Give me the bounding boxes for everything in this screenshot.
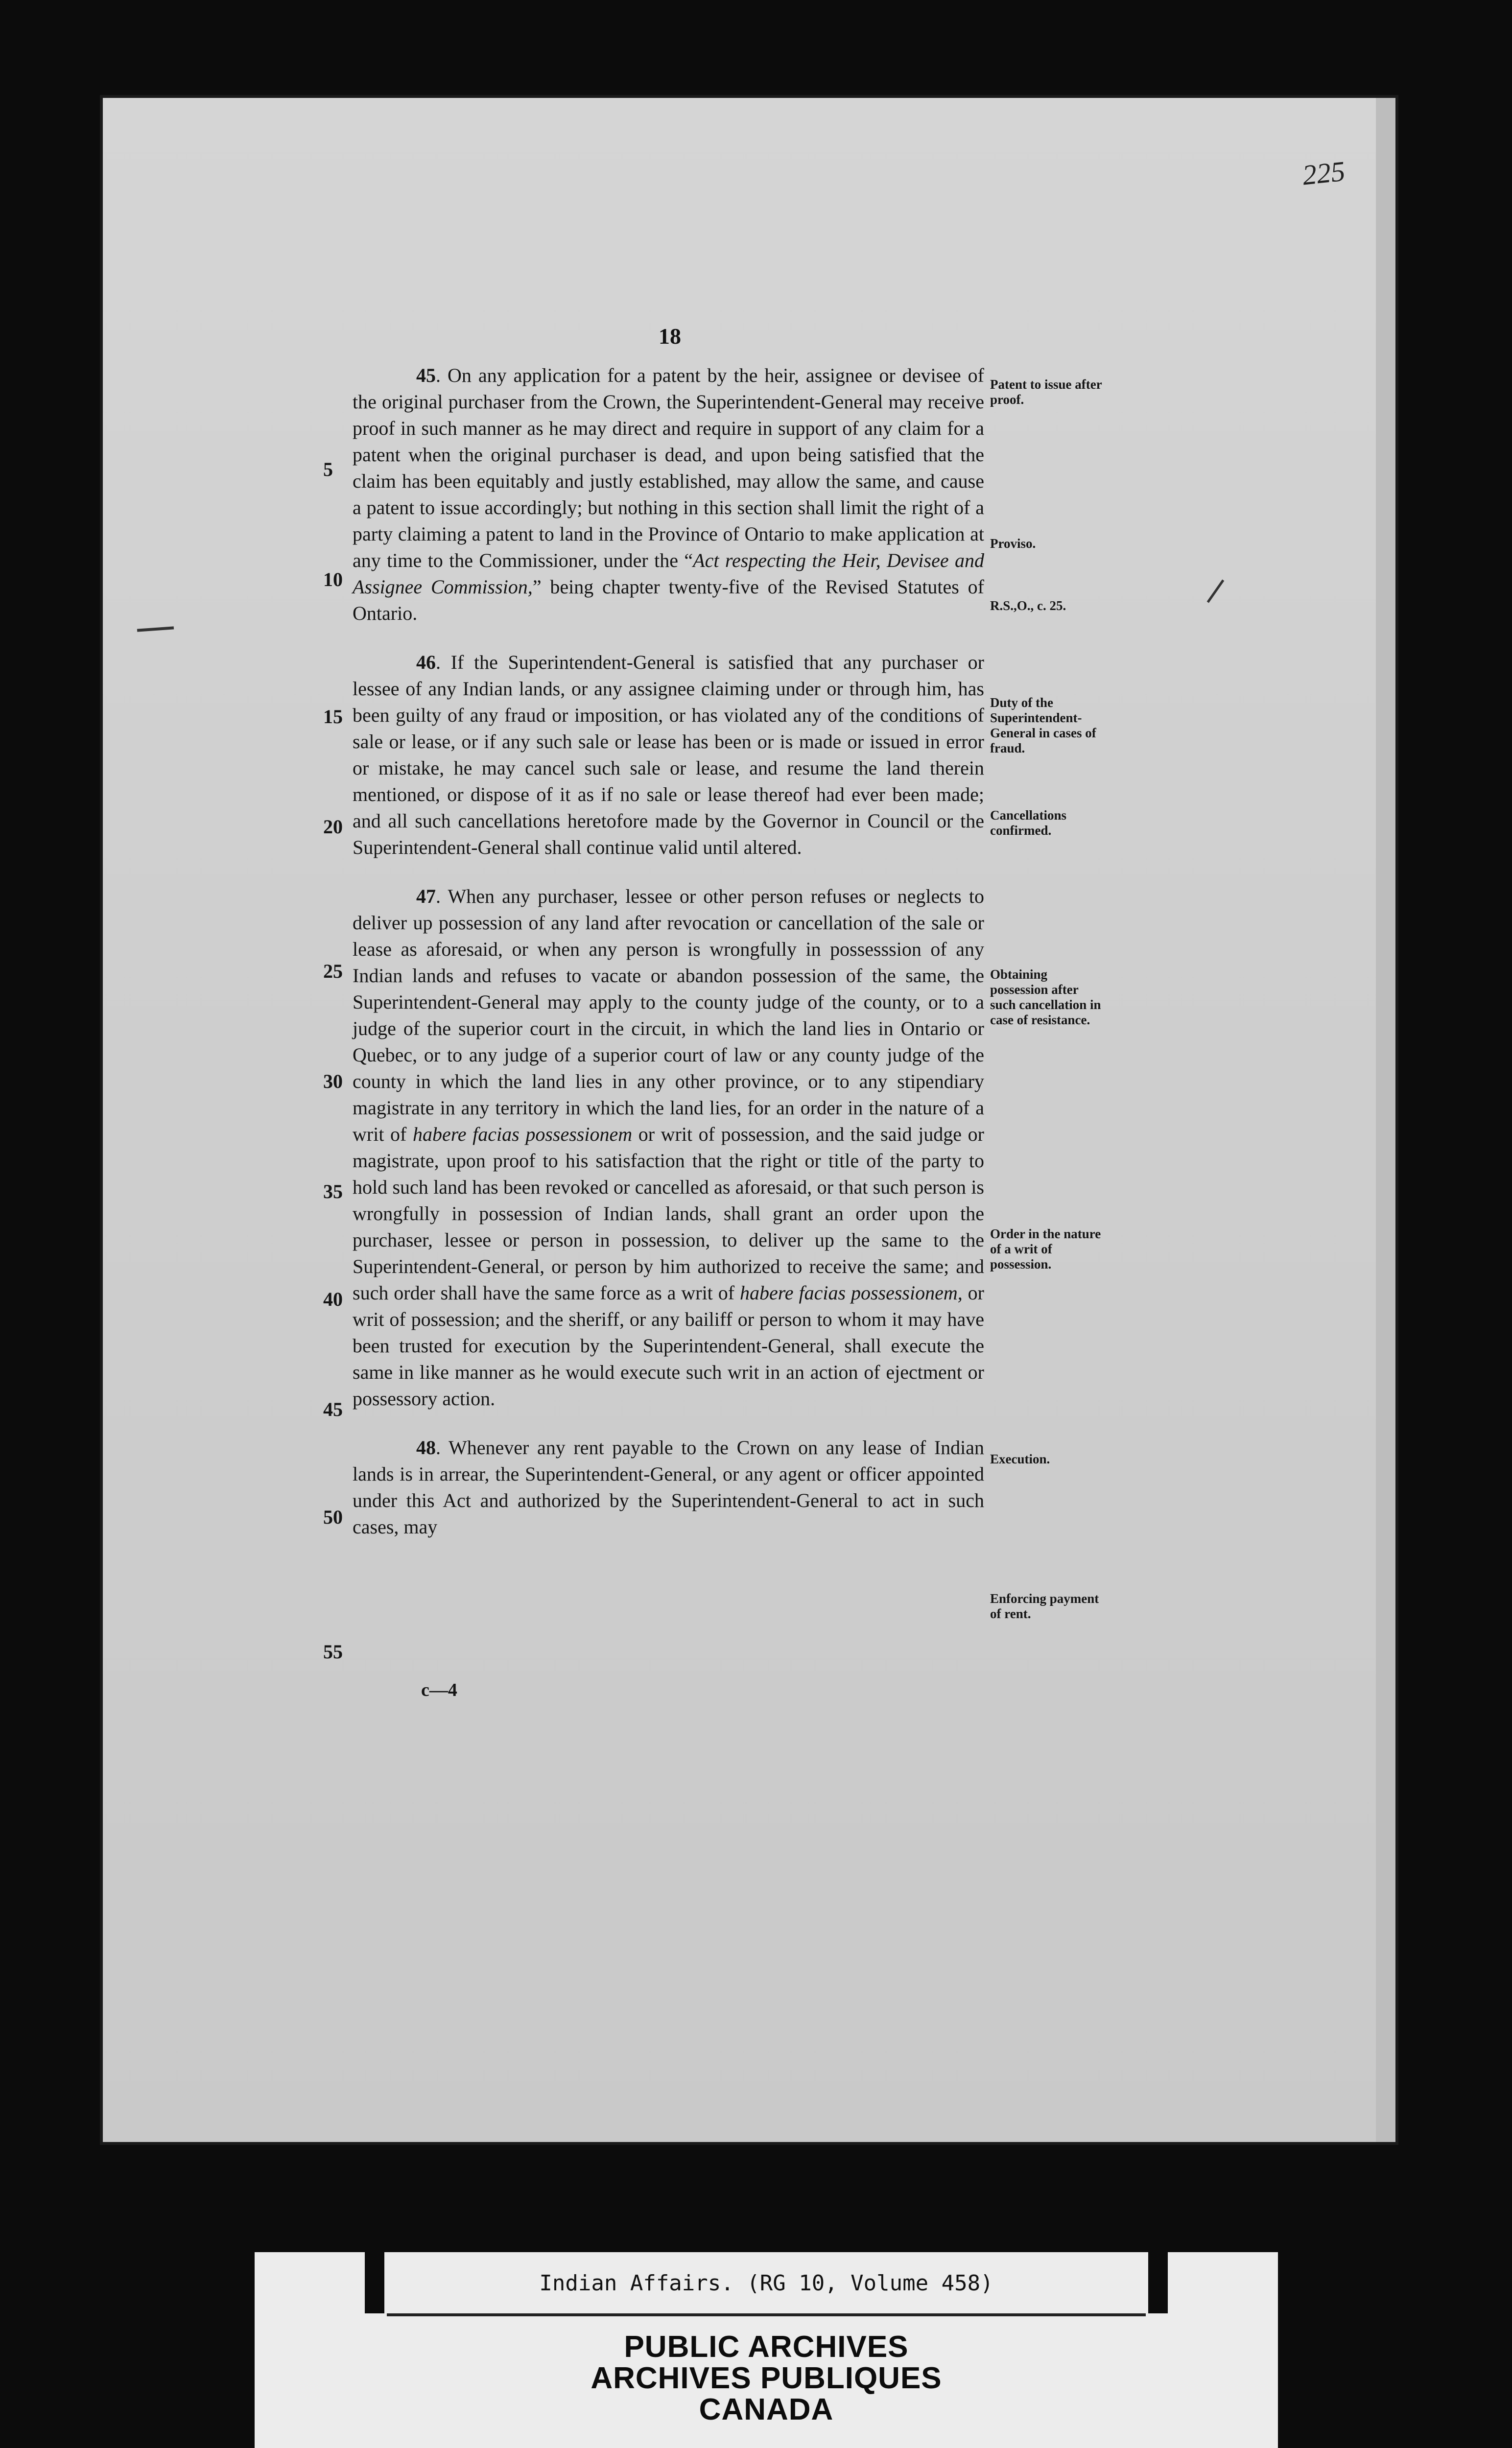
section-text: . Whenever any rent payable to the Crown on any lease of Indian lands is in arrear, the Superintendent-General, or any agent or officer appointed under this Act and authorized by the Superintendent-General to act in such cases, may (353, 1436, 984, 1538)
section-number: 46 (416, 651, 436, 673)
section-number: 48 (416, 1436, 436, 1459)
line-number: 5 (323, 458, 333, 480)
section-46 (353, 649, 984, 861)
margin-note: Cancellations confirmed. (990, 808, 1067, 838)
section-48 (353, 1435, 984, 1540)
page-number: 18 (659, 324, 681, 349)
section-text-after-2: or writ of possession; and the sheriff, or any bailiff or person to whom it may have been trusted for execution by the Superintendent-General, shall execute the same in like manner as he would execute such writ in an action of ejectment or possessory action. (353, 1282, 984, 1410)
margin-note: Patent to issue after proof. (990, 377, 1102, 407)
archive-folio-number: 225 (1300, 155, 1347, 191)
section-45 (353, 362, 984, 627)
archive-label (255, 2252, 1278, 2448)
section-47 (353, 883, 984, 1412)
section-text: . If the Superintendent-General is satisfied that any purchaser or lessee of any Indian lands, or any assignee claiming under or through him, has been guilty of any fraud or imposition, or has violated any of the conditions of sale or lease, or if any such sale or lease has been or is made or issued in error or mistake, he may cancel such sale or lease, and resume the land therein mentioned, or dispose of it as if no sale or lease thereof had ever been made; and all such cancellations heretofore made by the Governor in Council or the Superintendent-General shall continue valid until altered. (353, 651, 984, 858)
page-edge (1376, 98, 1395, 2142)
line-number: 30 (323, 1070, 343, 1092)
section-italic-2: habere facias possessionem, (739, 1282, 963, 1304)
line-number: 10 (323, 568, 343, 590)
section-italic: habere facias possessionem (412, 1123, 633, 1145)
margin-note: Enforcing payment of rent. (990, 1591, 1099, 1621)
line-number: 45 (323, 1398, 343, 1420)
margin-note: Duty of the Superintendent-General in cases of fraud. (990, 695, 1096, 755)
label-divider (387, 2313, 1146, 2316)
margin-note: R.S.,O., c. 25. (990, 598, 1066, 613)
line-number: 15 (323, 706, 343, 728)
margin-note: Execution. (990, 1452, 1050, 1466)
line-number: 50 (323, 1506, 343, 1528)
section-italic: Act respecting the Heir, Devisee and Assignee Commission, (353, 549, 984, 598)
signature-mark: c—4 (421, 1680, 457, 1700)
margin-note: Order in the nature of a writ of possession. (990, 1226, 1101, 1271)
line-number: 40 (323, 1288, 343, 1310)
line-number: 35 (323, 1180, 343, 1202)
section-text-after: or writ of possession, and the said judge or magistrate, upon proof to his satisfaction that the right or title of the party to hold such land has been revoked or cancelled as aforesaid, or that such person is wrongfully in possession of Indian lands, shall grant an order upon the purchaser, lessee or person in possession, to deliver up the same to the Superintendent-General, or person by him authorized to receive the same; and such order shall have the same force as a writ of (353, 1123, 984, 1304)
body-text (353, 362, 984, 1563)
section-text-after: ” being chapter twenty-five of the Revised Statutes of Ontario. (353, 576, 984, 624)
section-text: . When any purchaser, lessee or other person refuses or neglects to deliver up possession of any land after revocation or cancellation of the sale or lease as aforesaid, or when any person is wrongfully in possesssion of any Indian lands and refuses to vacate or abandon possession of the same, the Superintendent-General may apply to the county judge of the county, or to a judge of the superior court in the circuit, in which the land lies in Ontario or Quebec, or to any judge of a superior court of law or any county judge of the county in which the land lies in any other province, or to any stipendiary magistrate in any territory in which the land lies, for an order in the nature of a writ of (353, 885, 984, 1145)
line-number: 20 (323, 816, 343, 838)
line-number: 55 (323, 1641, 343, 1663)
label-archive-en: PUBLIC ARCHIVES (624, 2330, 909, 2364)
margin-note: Proviso. (990, 536, 1036, 551)
label-archive-names (255, 2331, 1278, 2425)
section-text: . On any application for a patent by the heir, assignee or devisee of the original purchaser from the Crown, the Superintendent-General may receive proof in such manner as he may direct and require in support of any claim for a patent when the original purchaser is dead, and upon being satisfied that the claim has been equitably and justly established, may allow the same, and cause a patent to issue accordingly; but nothing in this section shall limit the right of a party claiming a patent to land in the Province of Ontario to make application at any time to the Commissioner, under the “ (353, 364, 984, 571)
section-number: 45 (416, 364, 436, 386)
label-source: Indian Affairs. (RG 10, Volume 458) (539, 2271, 993, 2296)
label-country: CANADA (699, 2393, 834, 2426)
line-number: 25 (323, 960, 343, 982)
margin-note: Obtaining possession after such cancellation in case of resistance. (990, 967, 1101, 1027)
section-number: 47 (416, 885, 436, 907)
label-archive-fr: ARCHIVES PUBLIQUES (591, 2361, 942, 2395)
